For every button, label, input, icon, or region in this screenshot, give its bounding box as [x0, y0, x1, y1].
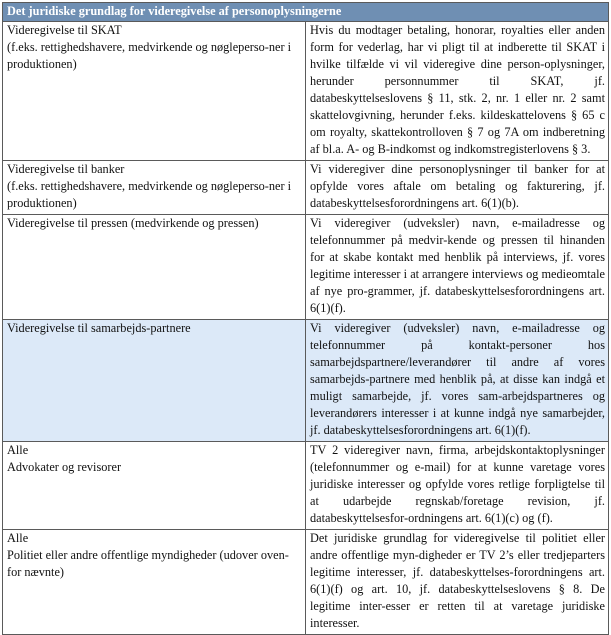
recipient-cell: Videregivelse til banker (f.eks. rettighedshavere, medvirkende og nøgleperso-ner i produktionen) — [3, 161, 306, 215]
recipient-cell: Alle Advokater og revisorer — [3, 442, 306, 530]
legal-basis-cell: Vi videregiver (udveksler) navn, e-mailadresse og telefonnummer på medvir-kende og pressen til hinanden for at skabe kontakt med henblik på interviews, jf. vores legitime interesser i at arrangere interviews og medieomtale af nye pro-grammer, jf. databeskyttelsesforordningens art. 6(1)(f). — [306, 215, 609, 320]
legal-basis-cell: Det juridiske grundlag for videregivelse til politiet eller andre offentlige myn-digheder er TV 2’s eller tredjeparters legitime interesser, jf. databeskyttelses-forordningens art. 6(1)(f) og art. 10, jf. databeskyttelseslovens § 8. De legitime inter-esser er retten til at varetage juridiske interesser. — [306, 530, 609, 635]
table-row — [3, 215, 609, 320]
legal-basis-cell: Hvis du modtager betaling, honorar, royalties eller anden form for vederlag, har vi pligt til at indberette til SKAT i hvilke tilfælde vi vil videregive dine person-oplysninger, herunder personnummer til SKAT, jf. databeskyttelseslovens § 11, stk. 2, nr. 1 eller nr. 2 samt skattelovgivning, herunder f.eks. kildeskattelovens § 65 c om royalty, skattekontrolloven § 7 og 7A om indberetning af bl.a. A- og B-indkomst og indkomstregisterlovens § 3. — [306, 22, 609, 161]
table-row — [3, 161, 609, 215]
recipient-cell: Alle Politiet eller andre offentlige myndigheder (udover oven-for nævnte) — [3, 530, 306, 635]
legal-basis-cell: Vi videregiver dine personoplysninger til banker for at opfylde vores aftale om betaling og fakturering, jf. databeskyttelsesforordningens art. 6(1)(b). — [306, 161, 609, 215]
legal-basis-table — [2, 2, 609, 635]
table-row — [3, 530, 609, 635]
table-row — [3, 22, 609, 161]
legal-basis-cell: Vi videregiver (udveksler) navn, e-mailadresse og telefonnummer på kontakt-personer hos samarbejdspartnere/leverandører til andre af vores samarbejds-partnere med henblik på, at disse kan indgå et muligt samarbejde, jf. vores sam-arbejdspartneres og leverandørers interesser i at kunne indgå nye samarbejder, jf. databeskyttelsesforordningens art. 6(1)(f). — [306, 320, 609, 442]
table-title: Det juridiske grundlag for videregivelse af personoplysningerne — [3, 3, 609, 22]
table-row — [3, 442, 609, 530]
table-row — [3, 320, 609, 442]
legal-basis-document — [2, 2, 609, 635]
recipient-cell: Videregivelse til samarbejds-partnere — [3, 320, 306, 442]
legal-basis-cell: TV 2 videregiver navn, firma, arbejdskontaktoplysninger (telefonnummer og e-mail) for at kunne varetage vores juridiske interesser og opfylde vores retlige forpligtelse til at udarbejde regnskab/foretage revision, jf. databeskyttelsesfor-ordningens art. 6(1)(c) og (f). — [306, 442, 609, 530]
recipient-cell: Videregivelse til pressen (medvirkende og pressen) — [3, 215, 306, 320]
recipient-cell: Videregivelse til SKAT (f.eks. rettighedshavere, medvirkende og nøgleperso-ner i produktionen) — [3, 22, 306, 161]
table-body — [3, 3, 609, 635]
table-header-row — [3, 3, 609, 22]
